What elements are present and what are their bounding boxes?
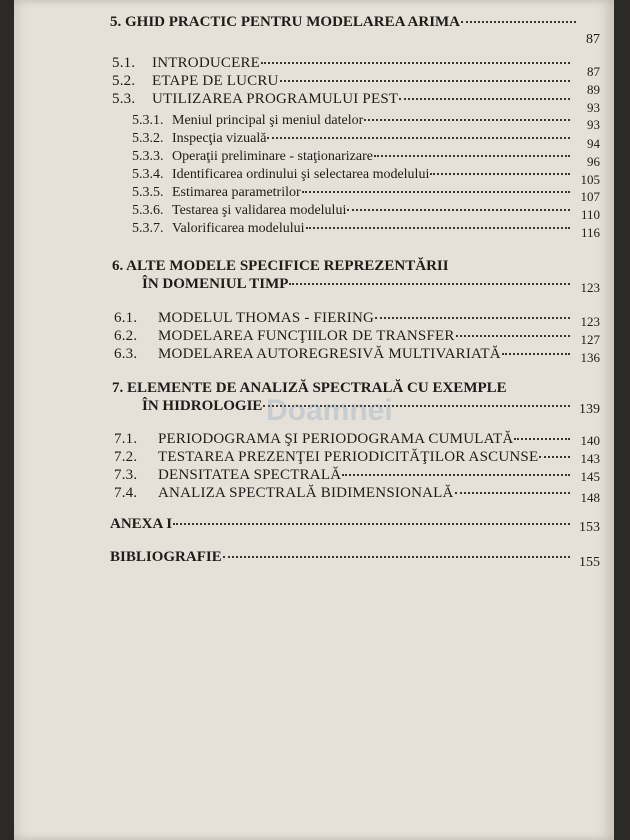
book-page [14, 0, 614, 840]
toc-entry [112, 91, 574, 108]
entry-number: 6.3. [114, 346, 138, 362]
entry-page: 143 [580, 451, 600, 466]
entry-page: 127 [580, 332, 600, 347]
anexa-heading [110, 516, 574, 533]
entry-label: ANALIZA SPECTRALĂ BIDIMENSIONALĂ [158, 485, 454, 501]
dot-leader [399, 98, 570, 100]
dot-leader [261, 62, 570, 64]
dot-leader [374, 155, 570, 157]
toc-subentry [132, 167, 574, 183]
toc-subentry [132, 203, 574, 219]
dot-leader [267, 137, 570, 139]
entry-page: 107 [580, 189, 600, 204]
dot-leader [347, 209, 570, 211]
entry-number: 7.1. [114, 431, 138, 447]
entry-page: 94 [587, 136, 600, 151]
entry-number: 5.3.1. [132, 113, 164, 128]
toc-entry [114, 346, 574, 363]
entry-page: 110 [580, 207, 600, 222]
anexa-page: 153 [579, 520, 600, 535]
entry-label: Estimarea parametrilor [172, 185, 301, 200]
anexa-title: ANEXA I [110, 516, 173, 532]
entry-label: INTRODUCERE [152, 55, 261, 71]
dot-leader [289, 283, 570, 285]
chapter-7-title-cont: ÎN HIDROLOGIE [142, 398, 263, 414]
dot-leader [302, 191, 570, 193]
entry-label: Valorificarea modelului [172, 221, 305, 236]
dot-leader [455, 492, 570, 494]
entry-page: 93 [587, 117, 600, 132]
entry-page: 87 [587, 64, 600, 79]
entry-number: 7.4. [114, 485, 138, 501]
toc-entry [114, 467, 574, 484]
entry-page: 140 [580, 433, 600, 448]
toc-subentry [132, 185, 574, 201]
entry-label: MODELAREA AUTOREGRESIVĂ MULTIVARIATĂ [158, 346, 501, 362]
dot-leader [539, 456, 570, 458]
entry-number: 6.2. [114, 328, 138, 344]
entry-label: Testarea şi validarea modelului [172, 203, 347, 218]
toc-entry [114, 310, 574, 327]
dot-leader [456, 335, 570, 337]
entry-label: Inspecţia vizuală [172, 131, 267, 146]
dot-leader [280, 80, 570, 82]
chapter-5-title: 5. GHID PRACTIC PENTRU MODELAREA ARIMA [110, 14, 461, 30]
bibliography-heading [110, 549, 574, 566]
watermark: Doamnei [266, 394, 393, 427]
entry-page: 136 [580, 350, 600, 365]
entry-page: 89 [587, 82, 600, 97]
chapter-6-page: 123 [580, 280, 600, 295]
toc-entry [114, 431, 574, 448]
entry-number: 5.3.3. [132, 149, 164, 164]
entry-label: TESTAREA PREZENŢEI PERIODICITĂŢILOR ASCUNSE [158, 449, 539, 465]
entry-number: 7.2. [114, 449, 138, 465]
chapter-6-heading-line2 [142, 276, 574, 293]
toc-subentry [132, 221, 574, 237]
entry-page: 93 [587, 100, 600, 115]
dot-leader [514, 438, 570, 440]
entry-number: 7.3. [114, 467, 138, 483]
chapter-7-page: 139 [579, 402, 600, 417]
dot-leader [375, 317, 570, 319]
entry-number: 5.2. [112, 73, 136, 89]
chapter-7-title: 7. ELEMENTE DE ANALIZĂ SPECTRALĂ CU EXEMPLE [112, 380, 507, 396]
entry-number: 6.1. [114, 310, 138, 326]
chapter-6-title-cont: ÎN DOMENIUL TIMP [142, 276, 289, 292]
entry-label: DENSITATEA SPECTRALĂ [158, 467, 342, 483]
entry-label: ETAPE DE LUCRU [152, 73, 279, 89]
entry-label: UTILIZAREA PROGRAMULUI PEST [152, 91, 399, 107]
entry-page: 123 [580, 314, 600, 329]
entry-number: 5.3. [112, 91, 136, 107]
dot-leader [223, 556, 570, 558]
entry-label: PERIODOGRAMA ŞI PERIODOGRAMA CUMULATĂ [158, 431, 514, 447]
entry-number: 5.3.6. [132, 203, 164, 218]
dot-leader [502, 353, 570, 355]
entry-page: 148 [580, 490, 600, 505]
chapter-6-title: 6. ALTE MODELE SPECIFICE REPREZENTĂRII [112, 258, 449, 274]
toc-subentry [132, 113, 574, 129]
entry-number: 5.3.4. [132, 167, 164, 182]
toc-entry [114, 328, 574, 345]
entry-page: 145 [580, 469, 600, 484]
dot-leader [461, 21, 576, 23]
entry-label: Operaţii preliminare - staţionarizare [172, 149, 373, 164]
entry-label: MODELAREA FUNCŢIILOR DE TRANSFER [158, 328, 455, 344]
entry-number: 5.1. [112, 55, 136, 71]
dot-leader [342, 474, 570, 476]
dot-leader [430, 173, 570, 175]
toc-entry [112, 73, 574, 90]
dot-leader [173, 523, 570, 525]
toc-entry [112, 55, 574, 72]
bibliography-page: 155 [579, 555, 600, 570]
entry-label: Meniul principal şi meniul datelor [172, 113, 364, 128]
chapter-5-heading [110, 14, 580, 31]
dot-leader [306, 227, 570, 229]
toc-subentry [132, 131, 574, 147]
entry-number: 5.3.5. [132, 185, 164, 200]
chapter-5-page: 87 [586, 32, 600, 47]
dot-leader [364, 119, 570, 121]
entry-label: MODELUL THOMAS - FIERING [158, 310, 375, 326]
chapter-6-heading-line1 [112, 258, 449, 275]
entry-page: 116 [580, 225, 600, 240]
entry-number: 5.3.2. [132, 131, 164, 146]
entry-number: 5.3.7. [132, 221, 164, 236]
toc-entry [114, 449, 574, 466]
toc-entry [114, 485, 574, 502]
bibliography-title: BIBLIOGRAFIE [110, 549, 222, 565]
entry-page: 96 [587, 154, 600, 169]
entry-page: 105 [580, 172, 600, 187]
toc-subentry [132, 149, 574, 165]
entry-label: Identificarea ordinului şi selectarea modelului [172, 167, 430, 182]
